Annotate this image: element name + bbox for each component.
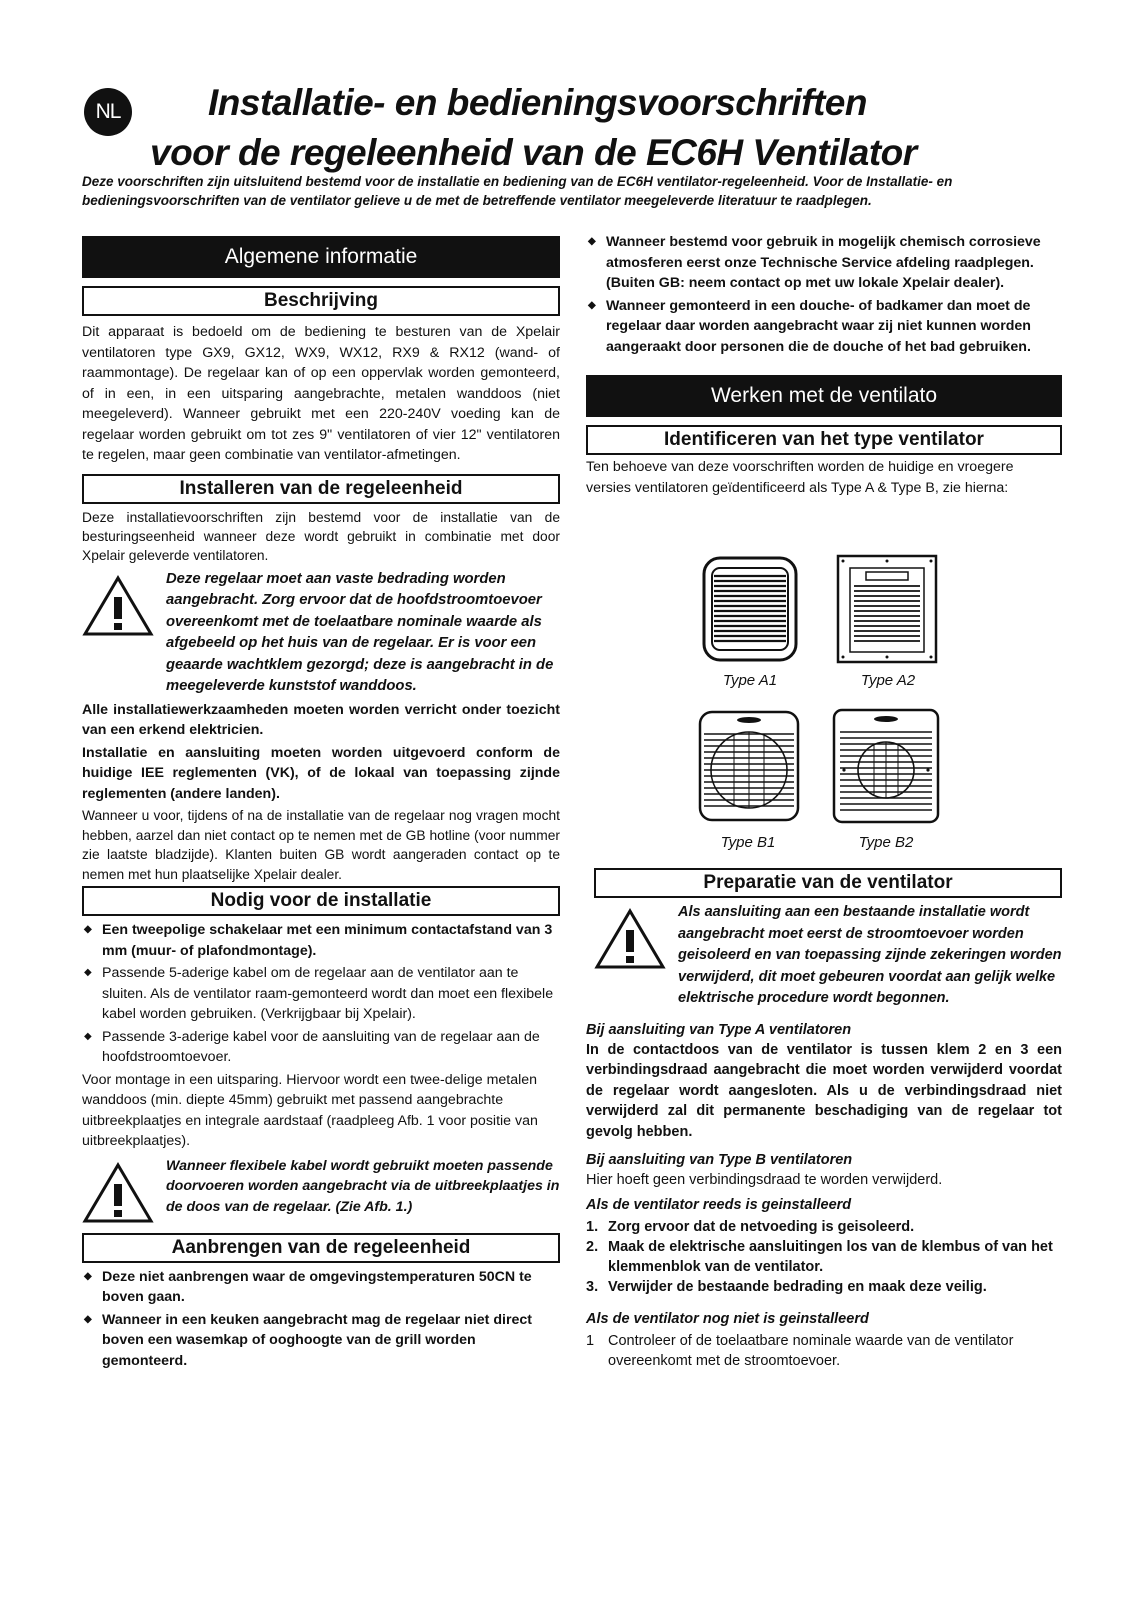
title-line-1: Installatie- en bedieningsvoorschriften: [208, 82, 867, 123]
installeren-text: Deze installatievoorschriften zijn bestemd voor de installatie van de besturingseenheid wanneer deze wordt gebruikt in combinatie met door Xpelair geleverde ventilatoren.: [82, 509, 560, 563]
fan-type-a1-image: [702, 556, 798, 662]
warning-text-flex-cable: Wanneer flexibele kabel wordt gebruikt moeten passende doorvoeren worden aangebracht via de uitbreekplaatjes in de doos van de regelaar. (Zie Afb. 1.): [166, 1157, 560, 1215]
type-b-text: Hier hoeft geen verbindingsdraad te worden verwijderd.: [586, 1172, 943, 1188]
fan-type-a2-image: [836, 554, 938, 664]
warning-text-wiring: Deze regelaar moet aan vaste bedrading worden aangebracht. Zorg ervoor dat de hoofdstroomtoevoer overeenkomt met de toelaatbare nominale waarde als afgebeeld op het huis van de regelaar. Er is voor een geaarde wachtklem gezorgd; deze is aangebracht in de meegeleverde kunststof wanddoos.: [166, 570, 554, 694]
list-item: ◆ Passende 5-aderige kabel om de regelaar aan de ventilator aan te sluiten. Als de ventilator raam-gemonteerd wordt dan moet een flexibele kabel worden gebruiken. (Verkrijgbaar bij Xpelair).: [82, 963, 560, 1025]
heading-aanbrengen: Aanbrengen van de regeleenheid: [82, 1233, 560, 1263]
fan-label-a1: Type A1: [722, 672, 778, 689]
title-line-2: voor de regeleenheid van de EC6H Ventilator: [150, 132, 917, 173]
aanbrengen-list: [82, 1267, 560, 1372]
list-item: ◆ Passende 3-aderige kabel voor de aansluiting van de regelaar aan de hoofdstroomtoevoer.: [82, 1027, 560, 1068]
warning-icon: [82, 1156, 166, 1229]
fan-label-b2: Type B2: [858, 834, 914, 851]
heading-preparatie: Preparatie van de ventilator: [594, 868, 1062, 898]
fan-label-a2: Type A2: [860, 672, 916, 689]
not-installed-title: Als de ventilator nog niet is geinstalleerd: [586, 1310, 869, 1327]
regulations-note: Installatie en aansluiting moeten worden uitgevoerd conform de huidige IEE reglementen (VK), of de lokaal van toepassing zijnde reglementen (andere landen).: [82, 744, 560, 802]
not-installed-steps: [586, 1331, 1062, 1371]
language-badge: NL: [84, 88, 132, 136]
warning-block-wiring: [82, 569, 560, 698]
list-item: ◆ Wanneer in een keuken aangebracht mag de regelaar niet direct boven een wasemkap of ooghoogte van de grill worden gemonteerd.: [82, 1310, 560, 1372]
hotline-text: Wanneer u voor, tijdens of na de installatie van de regelaar nog vragen mocht hebben, aarzel dan niet contact op te nemen met de GB hotline (voor nummer zie laatste bladzijde). Klanten buiten GB wordt aangeraden contact op te nemen met hun plaatselijke Xpelair dealer.: [82, 808, 560, 882]
list-item: ◆ Wanneer gemonteerd in een douche- of badkamer dan moet de regelaar daar worden aangebracht waar zij niet kunnen worden aangeraakt door personen die de douche of het bad gebruiken.: [586, 296, 1062, 358]
beschrijving-text: Dit apparaat is bedoeld om de bediening te besturen van de Xpelair ventilatoren type GX9, GX12, WX9, WX12, RX9 & RX12 (wand- of raammontage). De regelaar kan of op een oppervlak worden gemonteerd, of in een, in een uitsparing aangebrachte, metalen wanddoos (niet meegeleverd). Wanneer gebruikt met een 220-240V voeding kan de regelaar worden gebruikt om tot zes 9" ventilatoren of vier 12" ventilatoren te regelen, maar geen combinatie van ventilator-afmetingen.: [82, 324, 560, 463]
recess-mounting-text: Voor montage in een uitsparing. Hiervoor wordt een twee-delige metalen wanddoos (min. diepte 45mm) gebruikt met passend aangebrachte uitbreekplaatjes en integrale aardstaaf (raadpleeg Afb. 1 voor positie van uitbreekplaatjes).: [82, 1071, 538, 1149]
left-column: [82, 236, 560, 1373]
nodig-list: [82, 920, 560, 1068]
fan-label-b1: Type B1: [720, 834, 776, 851]
type-a-title: Bij aansluiting van Type A ventilatoren: [586, 1021, 852, 1038]
fan-types-figure: [586, 506, 1062, 862]
installed-steps: [586, 1217, 1062, 1297]
section-banner-general: Algemene informatie: [82, 236, 560, 278]
installed-title: Als de ventilator reeds is geinstalleerd: [586, 1196, 852, 1213]
list-item: 1 Controleer of de toelaatbare nominale waarde van de ventilator overeenkomt met de stroomtoevoer.: [586, 1332, 1014, 1369]
list-item: ◆ Een tweepolige schakelaar met een minimum contactafstand van 3 mm (muur- of plafondmontage).: [82, 920, 560, 961]
list-item: 3. Verwijder de bestaande bedrading en maak deze veilig.: [586, 1278, 987, 1295]
warning-icon: [586, 902, 678, 1010]
type-b-title: Bij aansluiting van Type B ventilatoren: [586, 1152, 853, 1168]
warning-text-isolate: Als aansluiting aan een bestaande installatie wordt aangebracht moet eerst de stroomtoevoer worden geisoleerd en van toepassing zijnde zekeringen worden verwijderd, dit moet gebeuren voordat aan gelijk welke elektrische procedure wordt begonnen.: [678, 904, 1062, 1006]
fan-type-b1-image: [698, 710, 800, 822]
heading-installeren: Installeren van de regeleenheid: [82, 474, 560, 504]
intro-text: Deze voorschriften zijn uitsluitend bestemd voor de installatie en bediening van de EC6H ventilator-regeleenheid. Voor de Installatie- en bedieningsvoorschriften van de ventilator gelieve u de met de betreffende ventilator meegeleverde literatuur te raadplegen.: [82, 174, 953, 208]
heading-identificeren: Identificeren van het type ventilator: [586, 425, 1062, 455]
section-banner-working: Werken met de ventilato: [586, 375, 1062, 417]
warning-icon: [82, 569, 166, 698]
fan-type-b2-image: [832, 708, 940, 824]
right-column: [586, 236, 1062, 1371]
warning-block-isolate: [586, 902, 1062, 1010]
type-a-text: In de contactdoos van de ventilator is tussen klem 2 en 3 een verbindingsdraad aangebracht die moet worden verwijderd voordat de regelaar wordt aangesloten. Als u de verbindingsdraad niet verwijderd zal dit permanente beschadiging van de regelaar tot gevolg hebben.: [586, 1041, 1062, 1140]
top-warnings-list: [586, 232, 1062, 357]
identificeren-text: Ten behoeve van deze voorschriften worden de huidige en vroegere versies ventilatoren geïdentificeerd als Type A & Type B, zie hierna:: [586, 459, 1014, 496]
list-item: ◆ Deze niet aanbrengen waar de omgevingstemperaturen 50CN te boven gaan.: [82, 1267, 560, 1308]
electrician-note: Alle installatiewerkzaamheden moeten worden verricht onder toezicht van een erkend elektricien.: [82, 701, 560, 738]
heading-beschrijving: Beschrijving: [82, 286, 560, 316]
list-item: 2. Maak de elektrische aansluitingen los van de klembus of van het klemmenblok van de ventilator.: [586, 1238, 1053, 1275]
list-item: ◆ Wanneer bestemd voor gebruik in mogelijk chemisch corrosieve atmosferen eerst onze Technische Service afdeling raadplegen. (Buiten GB: neem contact op met uw lokale Xpelair dealer).: [586, 232, 1062, 294]
list-item: 1. Zorg ervoor dat de netvoeding is geisoleerd.: [586, 1218, 915, 1235]
warning-block-flex-cable: [82, 1156, 560, 1229]
heading-nodig: Nodig voor de installatie: [82, 886, 560, 916]
